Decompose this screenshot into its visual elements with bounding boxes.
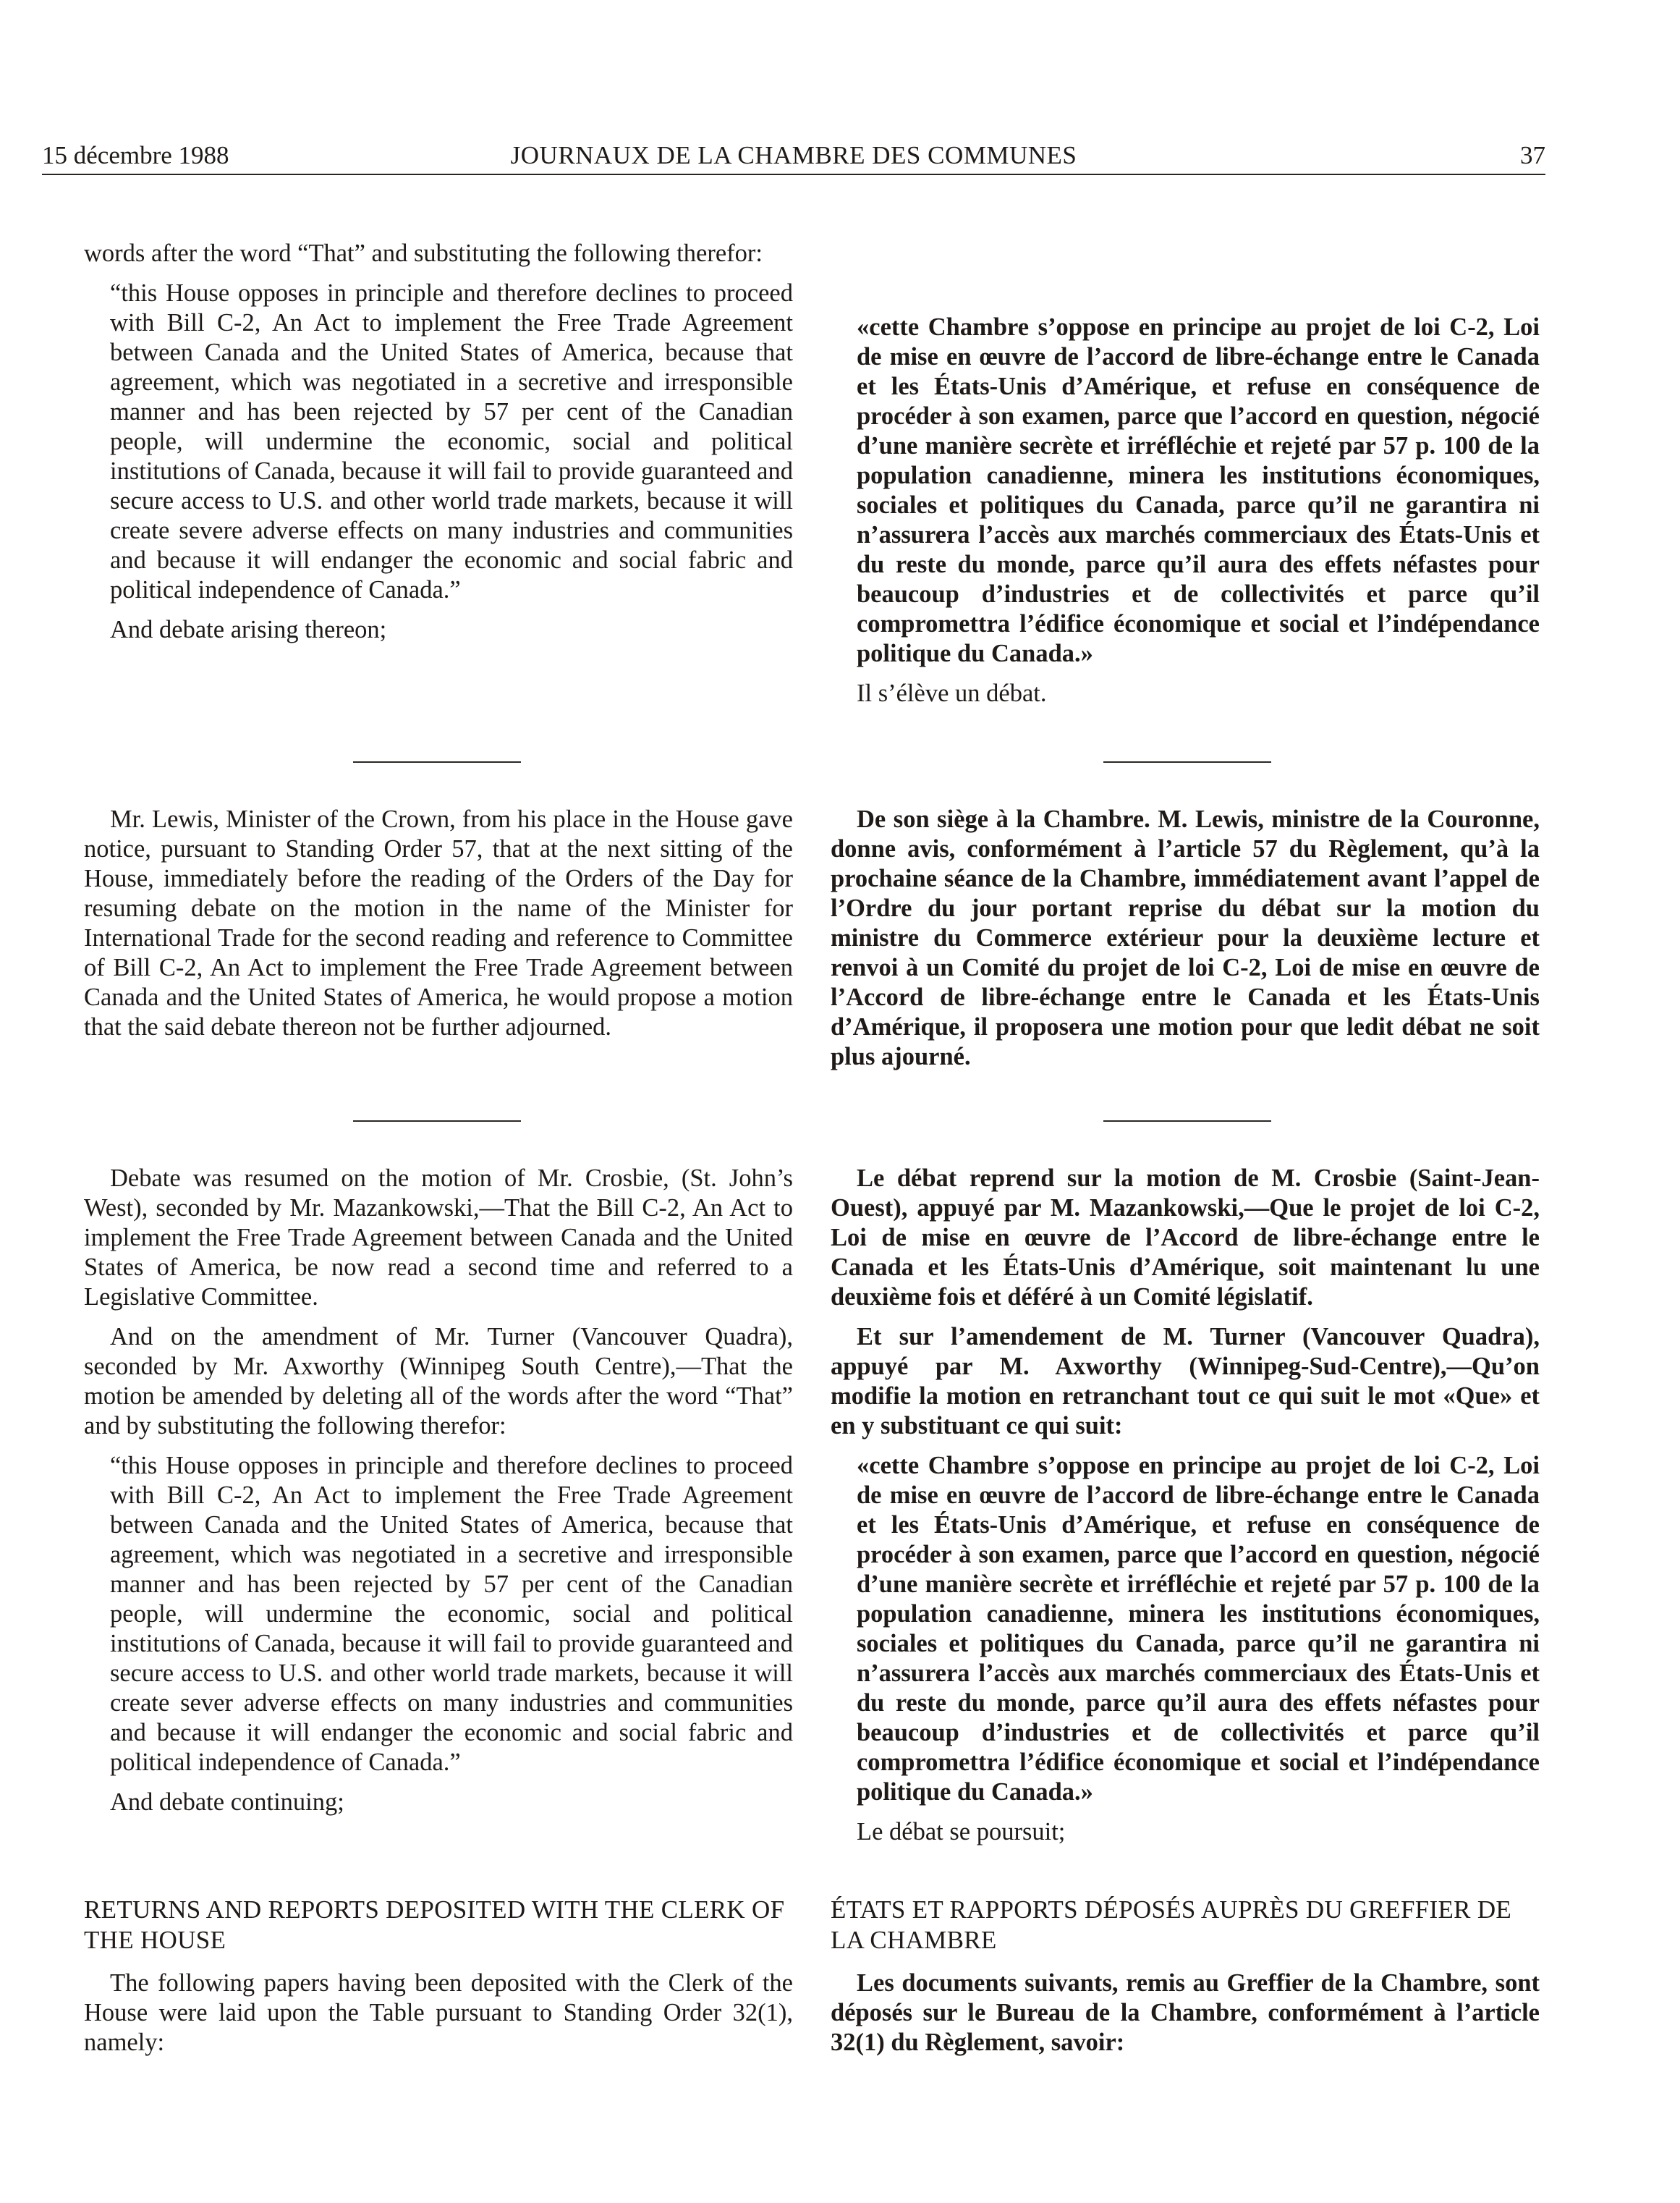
en-amendment-paragraph: And on the amendment of Mr. Turner (Vancouver Quadra), seconded by Mr. Axworthy (Winnipeg South Centre),—That the motion be amended by deleting all of the words after the word “That” and by substituting the following therefor: bbox=[84, 1323, 793, 1439]
en-section-heading: RETURNS AND REPORTS DEPOSITED WITH THE CLERK OF THE HOUSE bbox=[84, 1895, 785, 1954]
separator-rule bbox=[353, 1120, 521, 1122]
section4-english bbox=[84, 1969, 793, 2058]
en-quoted-amendment: “this House opposes in principle and therefore declines to proceed with Bill C-2, An Act to implement the Free Trade Agreement between Canada and the United States of America, because that agreement, which was negotiated in a secretive and irresponsible manner and has been rejected by 57 per cent of the Canadian people, will undermine the economic, social and political institutions of Canada, because it will fail to provide guaranteed and secure access to U.S. and other world trade markets, because it will create severe adverse effects on many industries and communities and because it will endanger the economic and social fabric and political independence of Canada.” bbox=[110, 279, 793, 604]
fr-section-heading: ÉTATS ET RAPPORTS DÉPOSÉS AUPRÈS DU GREFFIER DE LA CHAMBRE bbox=[831, 1895, 1512, 1954]
fr-returns-paragraph: Les documents suivants, remis au Greffier de la Chambre, sont déposés sur le Bureau de la Chambre, conformément à l’article 32(1) du Règlement, savoir: bbox=[831, 1969, 1540, 2056]
en-intro-paragraph: words after the word “That” and substituting the following therefor: bbox=[84, 240, 763, 267]
separator-rule bbox=[1103, 1120, 1271, 1122]
page-number: 37 bbox=[1520, 141, 1545, 169]
section1-french bbox=[831, 313, 1540, 709]
fr-amendment-paragraph: Et sur l’amendement de M. Turner (Vancouver Quadra), appuyé par M. Axworthy (Winnipeg-Sud-Centre),—Qu’on modifie la motion en retranchant tout ce qui suit le mot «Que» et en y substituant ce qui suit: bbox=[831, 1323, 1540, 1439]
section2-french bbox=[831, 805, 1540, 1072]
section3-french bbox=[831, 1164, 1540, 1847]
separator-rule bbox=[353, 761, 521, 763]
section1-english bbox=[84, 239, 793, 645]
fr-debate-arising: Il s’élève un débat. bbox=[857, 680, 1047, 707]
section2-english bbox=[84, 805, 793, 1042]
en-debate-continuing: And debate continuing; bbox=[110, 1788, 344, 1816]
fr-debate-continuing: Le débat se poursuit; bbox=[857, 1818, 1066, 1845]
en-returns-paragraph: The following papers having been deposited with the Clerk of the House were laid upon the Table pursuant to Standing Order 32(1), namely: bbox=[84, 1969, 793, 2056]
section4-french bbox=[831, 1969, 1540, 2058]
fr-quoted-amendment: «cette Chambre s’oppose en principe au projet de loi C-2, Loi de mise en œuvre de l’accord de libre-échange entre le Canada et les États-Unis d’Amérique, et refuse en conséquence de procéder à son examen, parce que l’accord en question, négocié d’une manière secrète et irréfléchie et rejeté par 57 p. 100 de la population canadienne, minera les institutions économiques, sociales et politiques du Canada, parce qu’il ne garantira ni n’assurera l’accès aux marchés commerciaux des États-Unis et du reste du monde, parce qu’il aura des effets néfastes pour beaucoup d’industries et de collectivités et parce qu’il compromettra l’édifice économique et social et l’indépendance politique du Canada.» bbox=[857, 1452, 1540, 1806]
separator-rule bbox=[1103, 761, 1271, 763]
section3-english bbox=[84, 1164, 793, 1817]
fr-quoted-amendment: «cette Chambre s’oppose en principe au projet de loi C-2, Loi de mise en œuvre de l’accord de libre-échange entre le Canada et les États-Unis d’Amérique, et refuse en conséquence de procéder à son examen, parce que l’accord en question, négocié d’une manière secrète et irréfléchie et rejeté par 57 p. 100 de la population canadienne, minera les institutions économiques, sociales et politiques du Canada, parce qu’il ne garantira ni n’assurera l’accès aux marchés commerciaux des États-Unis et du reste du monde, parce qu’il aura des effets néfastes pour beaucoup d’industries et de collectivités et parce qu’il compromettra l’édifice économique et social et l’indépendance politique du Canada.» bbox=[857, 313, 1540, 667]
en-motion-paragraph: Debate was resumed on the motion of Mr. Crosbie, (St. John’s West), seconded by Mr. Mazankowski,—That the Bill C-2, An Act to implement the Free Trade Agreement between Canada and the United States of America, be now read a second time and referred to a Legislative Committee. bbox=[84, 1164, 793, 1311]
page-header bbox=[42, 138, 1545, 175]
en-notice-paragraph: Mr. Lewis, Minister of the Crown, from his place in the House gave notice, pursuant to Standing Order 57, that at the next sitting of the House, immediately before the reading of the Orders of the Day for resuming debate on the motion in the name of the Minister for International Trade for the second reading and reference to Committee of Bill C-2, An Act to implement the Free Trade Agreement between Canada and the United States of America, he would propose a motion that the said debate thereon not be further adjourned. bbox=[84, 805, 793, 1041]
fr-notice-paragraph: De son siège à la Chambre. M. Lewis, ministre de la Couronne, donne avis, conformément à l’article 57 du Règlement, qu’à la prochaine séance de la Chambre, immédiatement avant l’appel de l’Ordre du jour portant reprise du débat sur la motion du ministre du Commerce extérieur pour la deuxième lecture et renvoi à un Comité du projet de loi C-2, Loi de mise en œuvre de l’Accord de libre-échange entre le Canada et les États-Unis d’Amérique, il proposera une motion pour que ledit débat ne soit plus ajourné. bbox=[831, 805, 1540, 1070]
fr-motion-paragraph: Le débat reprend sur la motion de M. Crosbie (Saint-Jean-Ouest), appuyé par M. Mazankowski,—Que le projet de loi C-2, Loi de mise en œuvre de l’Accord de libre-échange entre le Canada et les États-Unis d’Amérique, soit maintenant lu une deuxième fois et déféré à un Comité législatif. bbox=[831, 1164, 1540, 1311]
en-quoted-amendment: “this House opposes in principle and therefore declines to proceed with Bill C-2, An Act to implement the Free Trade Agreement between Canada and the United States of America, because that agreement, which was negotiated in a secretive and irresponsible manner and has been rejected by 57 per cent of the Canadian people, will undermine the economic, social and political institutions of Canada, because it will fail to provide guaranteed and secure access to U.S. and other world trade markets, because it will create sever adverse effects on many industries and communities and because it will endanger the economic and social fabric and political independence of Canada.” bbox=[110, 1452, 793, 1776]
en-debate-arising: And debate arising thereon; bbox=[110, 616, 387, 643]
header-date: 15 décembre 1988 bbox=[42, 141, 229, 169]
journal-title: JOURNAUX DE LA CHAMBRE DES COMMUNES bbox=[510, 141, 1077, 169]
